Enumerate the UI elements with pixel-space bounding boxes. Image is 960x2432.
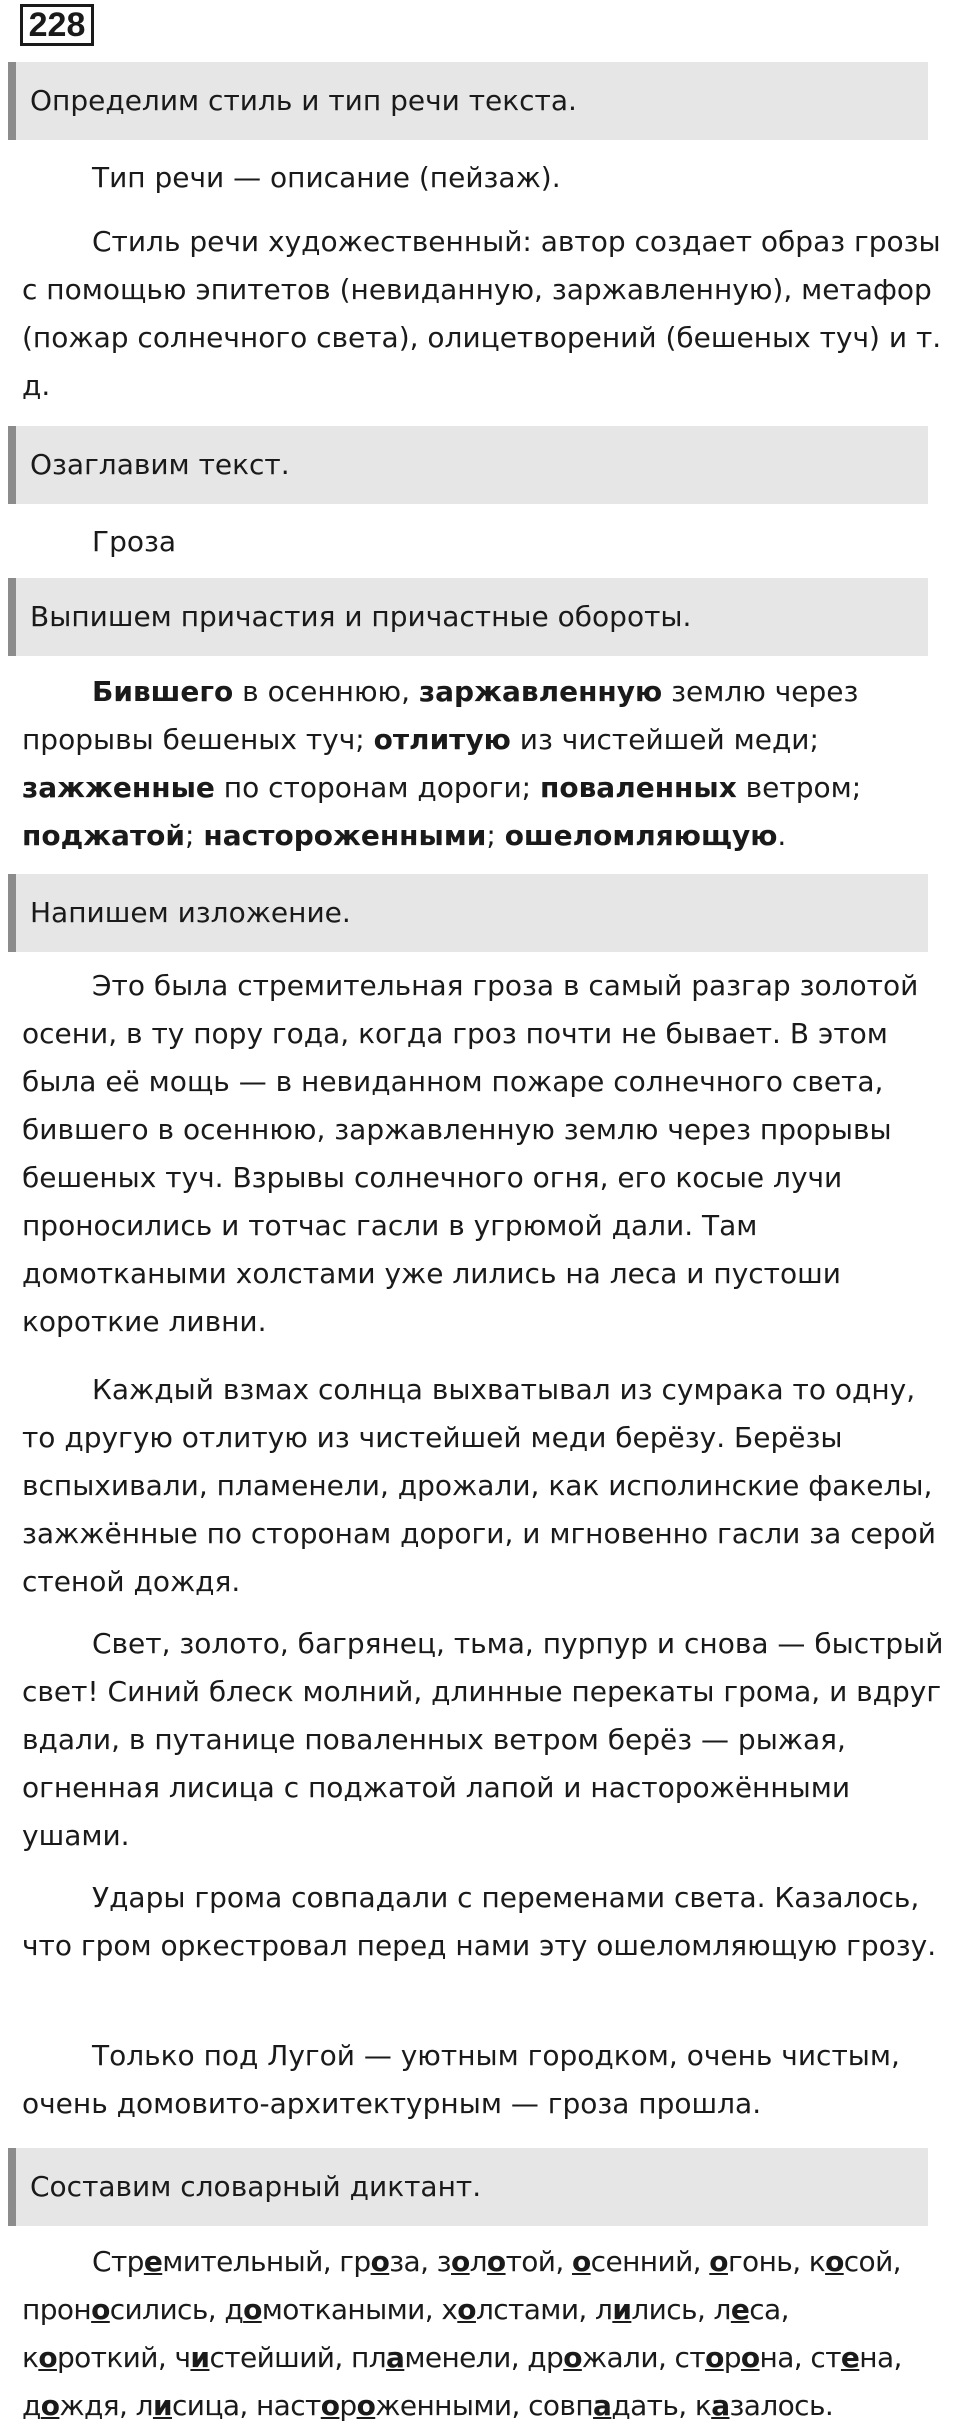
stressed-letter: о [40, 2389, 60, 2422]
summary-paragraph-3: Свет, золото, багрянец, тьма, пурпур и снова — быстрый свет! Синий блеск молний, длинные перекаты грома, и вдруг вдали, в путанице поваленных ветром берёз — рыжая, огненная лисица с поджатой лапой и насторожёнными ушами. [22, 1627, 944, 1852]
dictation-fragment: д [22, 2389, 41, 2422]
separator-1: ; [185, 819, 204, 852]
dictation-fragment: стейший, пл [209, 2341, 387, 2374]
dictation-fragment: прон [22, 2293, 92, 2326]
dictation-line [22, 2238, 952, 2286]
dictation-fragment: залось. [729, 2389, 834, 2422]
stressed-letter: о [243, 2293, 262, 2326]
participle-4: зажженные [22, 771, 215, 804]
participle-6: поджатой [22, 819, 186, 852]
participle-2: заржавленную [418, 675, 663, 708]
summary-paragraph-1: Это была стремительная гроза в самый разгар золотой осени, в ту пору года, когда гроз почти не бывает. В этом была её мощь — в невиданном пожаре солнечного света, бившего в осеннюю, заржавленную землю через прорывы бешеных туч. Взрывы солнечного огня, его косые лучи проносились и тотчас гасли в угрюмой дали. Там домоткаными холстами уже лились на леса и пустоши короткие ливни. [22, 969, 919, 1338]
stressed-letter: о [91, 2293, 110, 2326]
dictation-text [22, 2238, 952, 2430]
dictation-fragment: л [469, 2245, 487, 2278]
speech-type-text: Тип речи — описание (пейзаж). [92, 161, 561, 194]
dictation-fragment: за, з [389, 2245, 451, 2278]
participle-1: Бившего [92, 675, 234, 708]
dictation-fragment: сой, [843, 2245, 901, 2278]
participle-5: поваленных [540, 771, 737, 804]
summary-paragraph-4: Удары грома совпадали с переменами света. Казалось, что гром оркестровал перед нами эту ошеломляющую грозу. [22, 1881, 937, 1962]
dictation-fragment: ждя, л [59, 2389, 153, 2422]
separator-2: ; [486, 819, 505, 852]
stressed-letter: о [320, 2389, 340, 2422]
dictation-fragment: жали, ст [581, 2341, 706, 2374]
stressed-letter: о [825, 2245, 844, 2278]
dictation-fragment: р [339, 2389, 357, 2422]
stressed-letter: е [730, 2293, 750, 2326]
dictation-fragment: мительный, гр [162, 2245, 371, 2278]
participles-list [22, 668, 952, 860]
section-header-title: Озаглавим текст. [8, 426, 928, 504]
participle-4-tail: по сторонам дороги; [214, 771, 540, 804]
dictation-fragment: са, [749, 2293, 789, 2326]
dictation-fragment: сенний, [590, 2245, 710, 2278]
stressed-letter: и [612, 2293, 632, 2326]
style-description: Стиль речи художественный: автор создает образ грозы с помощью эпитетов (невиданную, заржавленную), метафор (пожар солнечного света), олицетворений (бешеных туч) и т. д. [22, 225, 942, 402]
dictation-line [22, 2286, 952, 2334]
participle-3: отлитую [373, 723, 511, 756]
dictation-fragment: сились, д [109, 2293, 244, 2326]
dictation-line [22, 2334, 952, 2382]
separator-3: . [777, 819, 787, 852]
dictation-fragment: гонь, к [727, 2245, 826, 2278]
section-header-style: Определим стиль и тип речи текста. [8, 62, 928, 140]
dictation-fragment: Стр [92, 2245, 144, 2278]
participle-3-tail: из чистейшей меди; [510, 723, 819, 756]
stressed-letter: о [457, 2293, 476, 2326]
dictation-fragment: на, ст [759, 2341, 841, 2374]
stressed-letter: а [593, 2389, 612, 2422]
dictation-fragment: роткий, ч [56, 2341, 191, 2374]
stressed-letter: о [370, 2245, 390, 2278]
text-title: Гроза [92, 525, 177, 558]
dictation-fragment: р [723, 2341, 741, 2374]
participle-7: настороженными [203, 819, 487, 852]
stressed-letter: о [450, 2245, 470, 2278]
stressed-letter: о [709, 2245, 728, 2278]
stressed-letter: о [38, 2341, 57, 2374]
stressed-letter: и [152, 2389, 172, 2422]
section-header-dictation: Составим словарный диктант. [8, 2148, 928, 2226]
dictation-fragment: на, [859, 2341, 902, 2374]
stressed-letter: о [356, 2389, 376, 2422]
stressed-letter: и [190, 2341, 210, 2374]
stressed-letter: о [486, 2245, 506, 2278]
participle-1-tail: в осеннюю, [233, 675, 419, 708]
participle-2-tail: землю через прорывы бешеных туч; [22, 675, 859, 756]
dictation-line [22, 2382, 952, 2430]
task-number: 228 [20, 4, 94, 46]
participle-8: ошеломляющую [504, 819, 778, 852]
stressed-letter: е [143, 2245, 163, 2278]
dictation-fragment: дать, к [611, 2389, 712, 2422]
dictation-fragment: той, [505, 2245, 573, 2278]
stressed-letter: о [563, 2341, 582, 2374]
stressed-letter: а [711, 2389, 730, 2422]
dictation-fragment: лстами, л [475, 2293, 613, 2326]
dictation-fragment: моткаными, х [261, 2293, 458, 2326]
dictation-fragment: женными, совп [375, 2389, 594, 2422]
dictation-fragment: менели, др [404, 2341, 564, 2374]
dictation-fragment: лись, л [631, 2293, 731, 2326]
dictation-fragment: к [22, 2341, 39, 2374]
summary-paragraph-2: Каждый взмах солнца выхватывал из сумрака то одну, то другую отлитую из чистейшей меди берёзу. Берёзы вспыхивали, пламенели, дрожали, как исполинские факелы, зажжённые по сторонам дороги, и мгновенно гасли за серой стеной дождя. [22, 1373, 936, 1598]
dictation-fragment: сица, наст [171, 2389, 321, 2422]
stressed-letter: о [572, 2245, 591, 2278]
participle-5-tail: ветром; [736, 771, 862, 804]
section-header-participles: Выпишем причастия и причастные обороты. [8, 578, 928, 656]
section-header-summary: Напишем изложение. [8, 874, 928, 952]
stressed-letter: о [740, 2341, 760, 2374]
stressed-letter: о [705, 2341, 724, 2374]
stressed-letter: а [386, 2341, 405, 2374]
summary-paragraph-5: Только под Лугой — уютным городком, очень чистым, очень домовито-архитектурным — гроза прошла. [22, 2039, 900, 2120]
stressed-letter: е [840, 2341, 860, 2374]
